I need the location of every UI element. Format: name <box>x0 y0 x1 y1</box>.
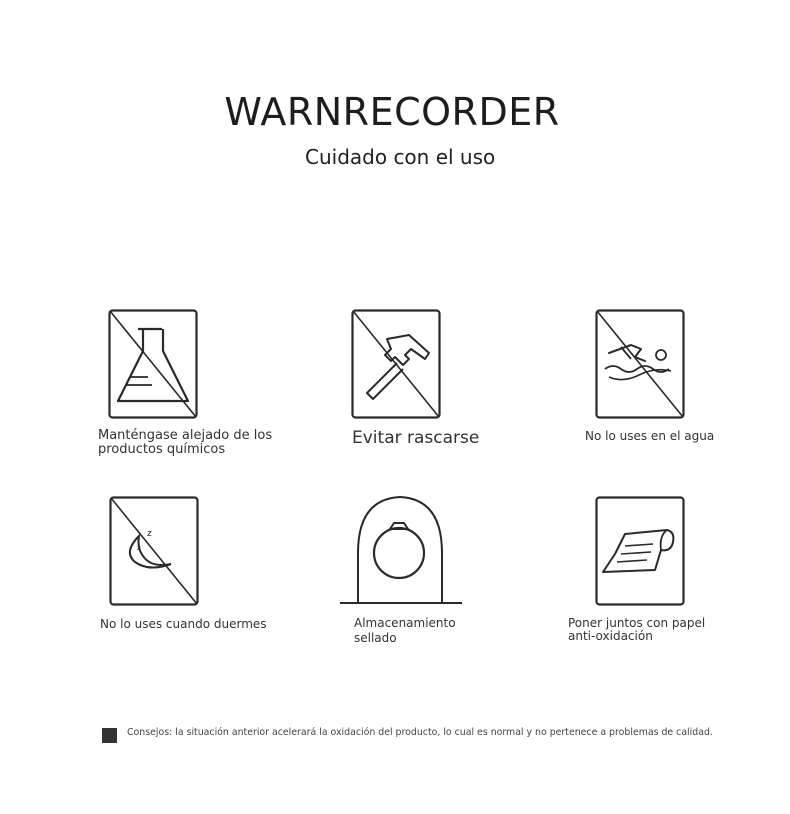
scratch-label: Evitar rascarse <box>352 428 480 448</box>
svg-text:z: z <box>137 544 141 552</box>
footer-note: Consejos: la situación anterior acelerará la oxidación del producto, lo cual es normal y no pertenece a problemas de calidad. <box>127 727 713 738</box>
storage-label-line-2: sellado <box>354 631 397 645</box>
note-bullet-icon <box>102 728 117 743</box>
chemical-flask-icon <box>108 309 200 421</box>
sleep-label: No lo uses cuando duermes <box>100 617 267 631</box>
page-title: WARNRECORDER <box>224 90 560 134</box>
paper-label-line-2: anti-oxidación <box>568 629 653 643</box>
hammer-icon <box>351 309 443 421</box>
swimming-icon <box>595 309 687 421</box>
svg-text:z: z <box>147 529 152 539</box>
chemical-label-line-1: Manténgase alejado de los <box>98 428 273 443</box>
storage-label-line-1: Almacenamiento <box>354 616 456 630</box>
sealed-storage-icon <box>340 493 464 608</box>
water-label: No lo uses en el agua <box>585 429 715 443</box>
sleeping-moon-icon <box>109 496 201 608</box>
paper-scroll-icon <box>595 496 687 608</box>
page-subtitle: Cuidado con el uso <box>305 145 496 169</box>
chemical-label-line-2: productos químicos <box>98 442 226 457</box>
paper-label-line-1: Poner juntos con papel <box>568 616 706 630</box>
